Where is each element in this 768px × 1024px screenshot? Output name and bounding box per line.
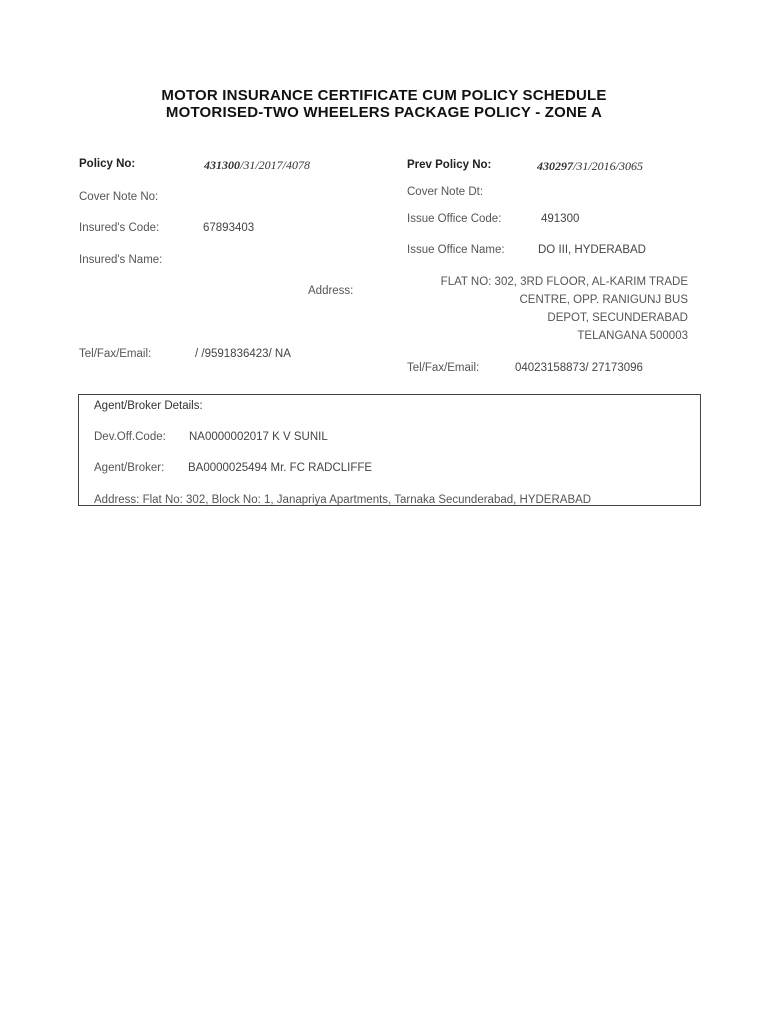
agent-broker-value: BA0000025494 Mr. FC RADCLIFFE	[188, 462, 373, 474]
office-address-line: TELANGANA 500003	[577, 330, 688, 342]
dev-off-code-value: NA0000002017 K V SUNIL	[189, 431, 328, 443]
office-tel-label: Tel/Fax/Email:	[407, 362, 480, 374]
agent-broker-box	[78, 394, 701, 506]
office-address-line: FLAT NO: 302, 3RD FLOOR, AL-KARIM TRADE	[440, 276, 688, 288]
policy-no-value	[204, 158, 310, 173]
agent-address-text: Address: Flat No: 302, Block No: 1, Janapriya Apartments, Tarnaka Secunderabad, HYDERABAD	[94, 494, 592, 506]
prev-policy-no-rest: /31/2016/3065	[573, 159, 644, 173]
cover-note-no-label: Cover Note No:	[79, 191, 159, 203]
document-title: MOTOR INSURANCE CERTIFICATE CUM POLICY SCHEDULE	[161, 87, 607, 104]
prev-policy-no-main: 430297	[537, 159, 573, 173]
issue-office-code-value: 491300	[541, 213, 580, 225]
prev-policy-no-label: Prev Policy No:	[407, 159, 492, 171]
dev-off-code-label: Dev.Off.Code:	[94, 431, 166, 443]
insured-address-label: Address:	[308, 285, 354, 297]
agent-broker-heading: Agent/Broker Details:	[94, 400, 203, 412]
insured-tel-label: Tel/Fax/Email:	[79, 348, 152, 360]
issue-office-name-label: Issue Office Name:	[407, 244, 505, 256]
document-subtitle: MOTORISED-TWO WHEELERS PACKAGE POLICY - ZONE A	[165, 104, 603, 121]
issue-office-name-value: DO III, HYDERABAD	[538, 244, 646, 256]
insured-tel-value: / /9591836423/ NA	[195, 348, 291, 360]
policy-no-main: 431300	[204, 158, 240, 172]
policy-no-rest: /31/2017/4078	[240, 158, 311, 172]
policy-no-label: Policy No:	[79, 158, 136, 170]
office-address-line: DEPOT, SECUNDERABAD	[547, 312, 688, 324]
issue-office-code-label: Issue Office Code:	[407, 213, 502, 225]
office-address-line: CENTRE, OPP. RANIGUNJ BUS	[519, 294, 688, 306]
prev-policy-no-value	[537, 159, 643, 174]
insured-name-label: Insured's Name:	[79, 254, 163, 266]
insured-code-value: 67893403	[203, 222, 255, 234]
cover-note-dt-label: Cover Note Dt:	[407, 186, 484, 198]
insured-code-label: Insured's Code:	[79, 222, 160, 234]
office-tel-value: 04023158873/ 27173096	[515, 362, 643, 374]
agent-broker-label: Agent/Broker:	[94, 462, 165, 474]
